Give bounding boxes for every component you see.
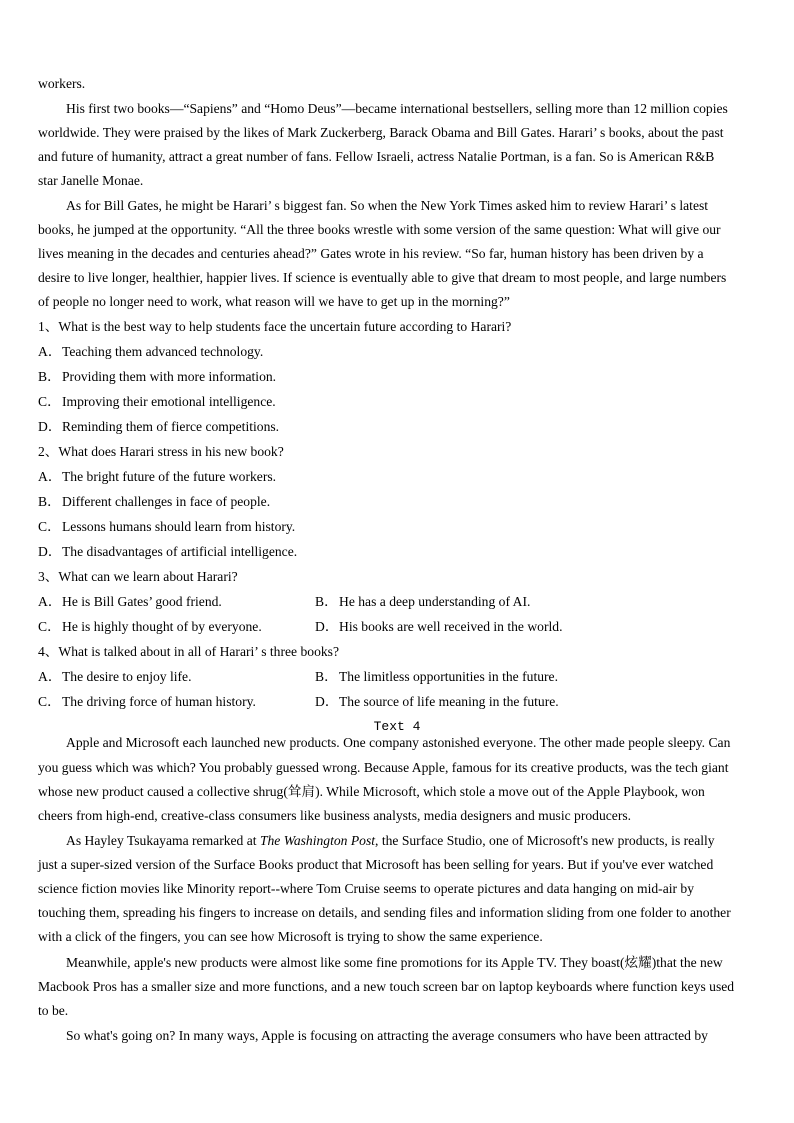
paragraph-line: whose new product caused a collective shrug(耸肩). While Microsoft, which stole a move out of the Apple Playbook, won [38, 784, 705, 799]
paragraph-line: lives meaning in the decades and centuries ahead?” Gates wrote in his review. “So far, human history has been driven by a [38, 246, 704, 261]
option-letter: B． [315, 594, 338, 609]
option-text: The limitless opportunities in the future. [339, 669, 558, 684]
paragraph-line: of people no longer need to work, what reason will we have to get up in the morning?” [38, 294, 510, 309]
option-letter: A． [38, 469, 62, 484]
option-letter: A． [38, 344, 62, 359]
paragraph-line: with a click of the fingers, you can see how Microsoft is trying to show the same experience. [38, 929, 543, 944]
option-letter: C． [38, 394, 61, 409]
answer-option[interactable] [38, 669, 191, 685]
option-text: The source of life meaning in the future. [339, 694, 559, 709]
paragraph-line: to be. [38, 1003, 69, 1018]
option-letter: D． [38, 544, 62, 559]
option-letter: B． [315, 669, 338, 684]
option-text: Reminding them of fierce competitions. [62, 419, 280, 434]
option-text: He is Bill Gates’ good friend. [62, 594, 222, 609]
question-stem: 1、What is the best way to help students face the uncertain future according to Harari? [38, 319, 512, 334]
answer-option[interactable] [315, 594, 530, 610]
option-letter: C． [38, 694, 61, 709]
answer-option[interactable] [38, 469, 276, 485]
option-text: Improving their emotional intelligence. [62, 394, 276, 409]
paragraph-line: His first two books—“Sapiens” and “Homo Deus”—became international bestsellers, selling more than 12 million copies [66, 101, 728, 116]
paragraph-line: cheers from high-end, creative-class consumers like business analysts, media designers and music producers. [38, 808, 632, 823]
option-letter: A． [38, 594, 62, 609]
option-letter: B． [38, 369, 61, 384]
answer-option[interactable] [38, 619, 262, 635]
question-stem: 3、What can we learn about Harari? [38, 569, 238, 584]
answer-option[interactable] [38, 369, 276, 385]
paragraph-line: worldwide. They were praised by the likes of Mark Zuckerberg, Barack Obama and Bill Gates. Harari’ s books, about the past [38, 125, 724, 140]
option-letter: D． [315, 619, 339, 634]
option-text: Lessons humans should learn from history. [62, 519, 296, 534]
option-letter: C． [38, 619, 61, 634]
paragraph-line: science fiction movies like Minority report--where Tom Cruise seems to operate pictures and data hanging on mid-air by [38, 881, 695, 896]
option-text: Providing them with more information. [62, 369, 277, 384]
option-text: The bright future of the future workers. [62, 469, 277, 484]
paragraph-line: As for Bill Gates, he might be Harari’ s biggest fan. So when the New York Times asked him to review Harari’ s latest [66, 198, 709, 213]
option-text: His books are well received in the world. [339, 619, 563, 634]
option-letter: A． [38, 669, 62, 684]
answer-option[interactable] [38, 694, 256, 710]
paragraph-line: So what's going on? In many ways, Apple is focusing on attracting the average consumers who have been attracted by [66, 1028, 708, 1043]
paragraph-line: just a super-sized version of the Surface Books product that Microsoft has been selling for years. But if you've ever watched [38, 857, 714, 872]
option-text: The desire to enjoy life. [62, 669, 192, 684]
publication-name: The Washington Post [259, 833, 376, 848]
option-text: Teaching them advanced technology. [62, 344, 264, 359]
paragraph-line: you guess which was which? You probably guessed wrong. Because Apple, famous for its creative products, was the tech giant [38, 760, 729, 775]
paragraph-line: Macbook Pros has a smaller size and more functions, and a new touch screen bar on laptop keyboards where function keys used [38, 979, 735, 994]
question-stem: 4、What is talked about in all of Harari’ s three books? [38, 644, 339, 659]
answer-option[interactable] [38, 519, 295, 535]
option-text: Different challenges in face of people. [62, 494, 271, 509]
answer-option[interactable] [38, 394, 276, 410]
answer-option[interactable] [38, 594, 222, 610]
option-text: The disadvantages of artificial intelligence. [62, 544, 298, 559]
option-letter: B． [38, 494, 61, 509]
paragraph-line: Apple and Microsoft each launched new products. One company astonished everyone. The other made people sleepy. Can [66, 735, 731, 750]
answer-option[interactable] [38, 344, 263, 360]
paragraph-line [66, 833, 715, 849]
answer-option[interactable] [38, 419, 279, 435]
paragraph-line: star Janelle Monae. [38, 173, 144, 188]
paragraph-line: Meanwhile, apple's new products were almost like some fine promotions for its Apple TV. They boast(炫耀)that the new [66, 955, 723, 970]
option-text: The driving force of human history. [62, 694, 256, 709]
answer-option[interactable] [315, 694, 559, 710]
option-letter: D． [38, 419, 62, 434]
answer-option[interactable] [315, 619, 562, 635]
answer-option[interactable] [38, 494, 270, 510]
answer-option[interactable] [38, 544, 297, 560]
option-letter: C． [38, 519, 61, 534]
paragraph-line: books, he jumped at the opportunity. “All the three books wrestle with some version of the same question: What will give our [38, 222, 721, 237]
paragraph-line: workers. [38, 76, 86, 91]
text-run: , the Surface Studio, one of Microsoft's new products, is really [375, 833, 715, 848]
paragraph-line: and future of humanity, attract a great number of fans. Fellow Israeli, actress Natalie Portman, is a fan. So is American R&B [38, 149, 715, 164]
option-letter: D． [315, 694, 339, 709]
text-run: As Hayley Tsukayama remarked at [66, 833, 260, 848]
answer-option[interactable] [315, 669, 558, 685]
paragraph-line: desire to live longer, healthier, happier lives. If science is eventually able to give that dream to most people, and large numbers [38, 270, 727, 285]
paragraph-line: touching them, spreading his fingers to increase on details, and sending files and information sliding from one folder to another [38, 905, 731, 920]
option-text: He has a deep understanding of AI. [339, 594, 531, 609]
section-title: Text 4 [373, 719, 421, 734]
option-text: He is highly thought of by everyone. [62, 619, 262, 634]
question-stem: 2、What does Harari stress in his new book? [38, 444, 284, 459]
